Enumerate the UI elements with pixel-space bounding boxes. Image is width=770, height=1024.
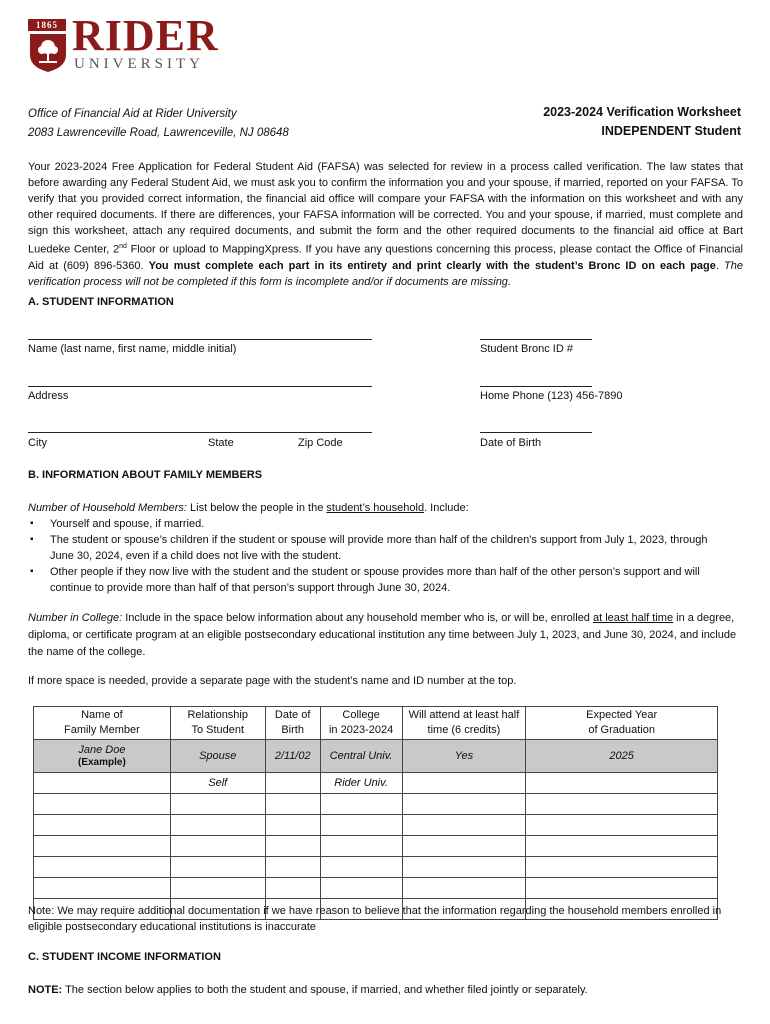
logo-year-badge: 1865	[28, 19, 66, 31]
note-text: The section below applies to both the student and spouse, if married, and whether filed jointly or separately.	[62, 984, 588, 996]
cell[interactable]	[170, 836, 265, 857]
address-label: Address	[28, 390, 69, 402]
city-label: City	[28, 437, 47, 449]
household-intro	[28, 500, 743, 516]
example-dob: 2/11/02	[265, 740, 320, 773]
cell-graduation[interactable]	[526, 773, 718, 794]
intro-text-3: .	[715, 259, 725, 272]
title-line: 2023-2024 Verification Worksheet	[543, 105, 741, 119]
address-field[interactable]	[28, 386, 372, 387]
col-header-graduation: Expected Year of Graduation	[526, 707, 718, 740]
cell[interactable]	[402, 794, 526, 815]
intro-text-1: Your 2023-2024 Free Application for Federal Student Aid (FAFSA) was selected for review in a process called verification. The law states that before awarding any Federal Student Aid, we must ask you to confirm the information you and your spouse, if married, reported on your FAFSA. To verify that you provided correct information, the financial aid office will compare your FAFSA with the information on this worksheet and with any other required documents. If there are differences, your FAFSA information will be corrected. You and your spouse, if married, must complete and sign this worksheet, attach any required documents, and submit the form and the other required documents to the financial aid office at Bart Luedeke Center, 2	[28, 161, 743, 256]
household-bullets	[28, 516, 728, 596]
cell[interactable]	[320, 794, 402, 815]
family-members-table	[33, 706, 718, 920]
cell[interactable]	[170, 857, 265, 878]
bullet-item: ▪ Other people if they now live with the student and the student or spouse provides more than half of the other person’s support and will continue to provide more than half of that person’s support through June 30, 2024.	[28, 564, 728, 596]
household-end: . Include:	[424, 502, 469, 514]
student-type: INDEPENDENT Student	[601, 124, 741, 138]
col-header-relationship: Relationship To Student	[170, 707, 265, 740]
city-state-zip-field[interactable]	[28, 432, 372, 433]
example-relationship: Spouse	[170, 740, 265, 773]
cell[interactable]	[170, 815, 265, 836]
intro-italic: The verification process will not be completed if this form is incomplete and/or if documents are missing.	[28, 259, 743, 288]
college-underline: at least half time	[592, 612, 674, 624]
section-c-note	[28, 984, 588, 996]
cell-dob[interactable]	[265, 773, 320, 794]
home-phone-field[interactable]	[480, 386, 592, 387]
cell[interactable]	[526, 794, 718, 815]
office-address: 2083 Lawrenceville Road, Lawrenceville, NJ 08648	[28, 127, 289, 139]
home-phone-label: Home Phone (123) 456-7890	[480, 390, 623, 402]
table-header-row	[34, 707, 718, 740]
intro-paragraph	[28, 159, 743, 290]
example-graduation: 2025	[526, 740, 718, 773]
table-row	[34, 794, 718, 815]
cell[interactable]	[170, 794, 265, 815]
cell[interactable]	[34, 857, 171, 878]
col-header-attend: Will attend at least half time (6 credits)	[402, 707, 526, 740]
dob-label: Date of Birth	[480, 437, 542, 449]
intro-sup: nd	[119, 243, 127, 250]
college-text: Include in the space below information about any household member who is, or will be, enrolled	[122, 612, 593, 624]
cell[interactable]	[265, 815, 320, 836]
bullet-item: ▪ The student or spouse’s children if the student or spouse will provide more than half of the children’s support from July 1, 2023, through June 30, 2024, even if a child does not live with the student.	[28, 532, 728, 564]
cell[interactable]	[526, 815, 718, 836]
office-info	[28, 105, 289, 143]
cell[interactable]	[526, 836, 718, 857]
cell[interactable]	[402, 815, 526, 836]
col-header-dob: Date of Birth	[265, 707, 320, 740]
logo-wordmark: RIDER	[72, 11, 219, 60]
table-row	[34, 878, 718, 899]
bronc-id-field[interactable]	[480, 339, 592, 340]
college-end: in a degree, diploma, or certificate program at an eligible postsecondary educational institution any time between July 1, 2023, and June 30, 2024, and include the name of the college.	[28, 612, 737, 658]
name-field[interactable]	[28, 339, 372, 340]
household-underline: student’s household	[326, 502, 425, 514]
cell[interactable]	[320, 878, 402, 899]
cell-college[interactable]: Rider Univ.	[320, 773, 402, 794]
cell[interactable]	[34, 815, 171, 836]
example-name: Jane Doe (Example)	[34, 740, 171, 773]
cell[interactable]	[402, 878, 526, 899]
note-bold: NOTE:	[28, 984, 63, 996]
col-header-college: College in 2023-2024	[320, 707, 402, 740]
cell[interactable]	[320, 857, 402, 878]
section-b-heading: B. INFORMATION ABOUT FAMILY MEMBERS	[28, 469, 263, 481]
cell[interactable]	[526, 857, 718, 878]
cell[interactable]	[320, 836, 402, 857]
cell[interactable]	[402, 857, 526, 878]
cell[interactable]	[320, 815, 402, 836]
cell-relationship[interactable]: Self	[170, 773, 265, 794]
cell-name[interactable]	[34, 773, 171, 794]
example-attend: Yes	[402, 740, 526, 773]
college-paragraph	[28, 610, 738, 661]
cell-attend[interactable]	[402, 773, 526, 794]
cell[interactable]	[34, 836, 171, 857]
cell[interactable]	[170, 878, 265, 899]
example-college: Central Univ.	[320, 740, 402, 773]
university-shield-icon	[29, 33, 67, 73]
dob-field[interactable]	[480, 432, 592, 433]
table-note: Note: We may require additional documentation if we have reason to believe that the information regarding the household members enrolled in eligible postsecondary educational institutions is inaccurate	[28, 905, 722, 933]
cell[interactable]	[265, 836, 320, 857]
office-name: Office of Financial Aid at Rider University	[28, 108, 237, 120]
intro-text-2: Floor or upload to MappingXpress. If you have any questions concerning this process, please contact the Office of Financial Aid at (609) 896-5360.	[28, 243, 743, 272]
cell[interactable]	[526, 878, 718, 899]
intro-bold: You must complete each part in its entirety and print clearly with the student’s Bronc ID on each page	[148, 259, 716, 272]
worksheet-title	[543, 103, 741, 141]
cell[interactable]	[34, 794, 171, 815]
cell[interactable]	[402, 836, 526, 857]
household-label: Number of Household Members:	[28, 502, 187, 514]
name-label: Name (last name, first name, middle initial)	[28, 343, 237, 355]
table-row	[34, 836, 718, 857]
cell[interactable]	[265, 857, 320, 878]
cell[interactable]	[265, 878, 320, 899]
example-row	[34, 740, 718, 773]
zip-label: Zip Code	[298, 437, 343, 449]
col-header-name: Name of Family Member	[34, 707, 171, 740]
bullet-item: ▪ Yourself and spouse, if married.	[28, 516, 728, 532]
state-label: State	[208, 437, 234, 449]
table-row	[34, 815, 718, 836]
cell[interactable]	[265, 794, 320, 815]
table-row	[34, 857, 718, 878]
logo-university-text: UNIVERSITY	[74, 56, 204, 72]
table-row	[34, 773, 718, 794]
cell[interactable]	[34, 878, 171, 899]
bronc-id-label: Student Bronc ID #	[480, 343, 573, 355]
college-label: Number in College:	[28, 612, 123, 624]
more-space-note: If more space is needed, provide a separate page with the student’s name and ID number at the top.	[28, 675, 517, 687]
section-a-heading: A. STUDENT INFORMATION	[28, 296, 174, 308]
household-text: List below the people in the	[186, 502, 327, 514]
section-c-heading: C. STUDENT INCOME INFORMATION	[28, 951, 221, 963]
